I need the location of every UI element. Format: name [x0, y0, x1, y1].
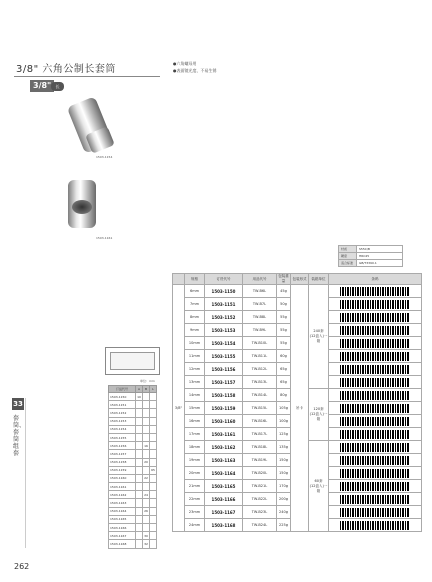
barcode — [340, 352, 410, 361]
table-row: 1503-1161 — [109, 483, 157, 491]
side-divider — [25, 398, 26, 548]
barcode — [340, 456, 410, 465]
barcode — [340, 378, 410, 387]
table-row: 1503-1154 — [109, 425, 157, 433]
table-row: 1503-1160 22 — [109, 474, 157, 482]
table-row: 1503-1150 10 — [109, 393, 157, 401]
table-row: 19mm 1503-1163 TW-B19L 150g — [173, 454, 422, 467]
table-row: 16mm 1503-1160 TW-B16L 100g — [173, 415, 422, 428]
table-row: 7mm 1503-1151 TW-B7L 50g — [173, 298, 422, 311]
table-row: 22mm 1503-1166 TW-B22L 200g — [173, 493, 422, 506]
page-title: 3/8" 六角公制长套筒 — [16, 64, 116, 75]
image-caption: 1503-1161 — [96, 236, 113, 240]
barcode — [340, 508, 410, 517]
table-row: 20mm 1503-1164 TW-B20L 150g — [173, 467, 422, 480]
barcode — [340, 443, 410, 452]
table-row: 24mm 1503-1168 TW-B24L 225g — [173, 519, 422, 532]
table-row: 1503-1168 32 — [109, 540, 157, 548]
title-divider — [14, 76, 160, 77]
barcode — [340, 326, 410, 335]
table-row: 1503-1151 — [109, 401, 157, 409]
barcode — [340, 300, 410, 309]
table-header-row: 规格 订货代号 用品代号 包装重量 包装形式 装箱单位 条码 — [173, 274, 422, 285]
image-caption: 1503-1154 — [96, 155, 113, 159]
table-row: 12mm 1503-1156 TW-B12L 65g — [173, 363, 422, 376]
table-row: 23mm 1503-1167 TW-B23L 240g — [173, 506, 422, 519]
chapter-label: 套筒、套筒组套 — [13, 415, 26, 457]
table-row: 18mm 1503-1162 TW-B18L 135g 60套 (12盒入)一箱 — [173, 441, 422, 454]
barcode — [340, 521, 410, 530]
barcode — [340, 287, 410, 296]
table-row: 11mm 1503-1155 TW-B11L 60g — [173, 350, 422, 363]
long-badge: 长 — [51, 82, 64, 91]
table-row: 1503-1159 65 — [109, 466, 157, 474]
barcode — [340, 391, 410, 400]
table-row: 1503-1164 26 — [109, 507, 157, 515]
table-row: 3/8" 6mm 1503-1150 TW-B6L 45g 吊卡 240套 (12盒入)一箱 — [173, 285, 422, 298]
page-number: 262 — [14, 562, 30, 571]
barcode — [340, 482, 410, 491]
socket-hex-opening — [72, 200, 92, 214]
table-row: 8mm 1503-1152 TW-B8L 55g — [173, 311, 422, 324]
spec-table: 材质 S55C/B 硬度 HRC45 适合标准 GB/T3390.1 — [338, 245, 403, 267]
feature-item: ●表面镜光度、不易生锈 — [173, 68, 217, 73]
barcode — [340, 495, 410, 504]
table-row: 14mm 1503-1158 TW-B14L 80g 120套 (12盒入)一箱 — [173, 389, 422, 402]
table-row: 17mm 1503-1161 TW-B17L 125g — [173, 428, 422, 441]
feature-item: ●六角螺母用 — [173, 61, 197, 66]
table-row: 1503-1167 30 — [109, 532, 157, 540]
barcode — [340, 339, 410, 348]
table-row: 9mm 1503-1153 TW-B9L 55g — [173, 324, 422, 337]
barcode — [340, 365, 410, 374]
barcode — [340, 469, 410, 478]
table-row: 1503-1163 — [109, 499, 157, 507]
table-row: 15mm 1503-1159 TW-B15L 105g — [173, 402, 422, 415]
dimension-table: 订货代号 A B L 1503-1150 10 1503-1151 1503-1152 1503-1153 1503-1154 1503-1155 1503-1156 16 1503-1157 1503-1158 20 1503-1159 65 1503-1160 22 1503-1161 1503-1162 24 1503-1163 1503-1164 26 1503-1165 1503-1166 1503-1167 30 1503-1168 32 — [108, 385, 157, 549]
table-row: 1503-1162 24 — [109, 491, 157, 499]
barcode — [340, 430, 410, 439]
socket-diagram — [105, 347, 160, 375]
feature-list — [173, 60, 217, 74]
table-row: 1503-1165 — [109, 515, 157, 523]
table-row: 1503-1152 — [109, 409, 157, 417]
chapter-tab: 33 — [13, 400, 23, 408]
table-row: 1503-1166 — [109, 524, 157, 532]
product-table — [172, 273, 422, 532]
table-row: 1503-1155 — [109, 433, 157, 441]
table-row: 1503-1157 — [109, 450, 157, 458]
drive-size-badge: 3/8" — [30, 80, 54, 92]
barcode — [340, 417, 410, 426]
table-row: 1503-1156 16 — [109, 442, 157, 450]
unit-label: 单位：mm — [140, 379, 155, 383]
barcode — [340, 313, 410, 322]
table-row: 10mm 1503-1154 TW-B10L 55g — [173, 337, 422, 350]
table-row: 1503-1153 — [109, 417, 157, 425]
table-row: 21mm 1503-1165 TW-B21L 170g — [173, 480, 422, 493]
table-row: 13mm 1503-1157 TW-B13L 65g — [173, 376, 422, 389]
barcode — [340, 404, 410, 413]
table-row: 1503-1158 20 — [109, 458, 157, 466]
